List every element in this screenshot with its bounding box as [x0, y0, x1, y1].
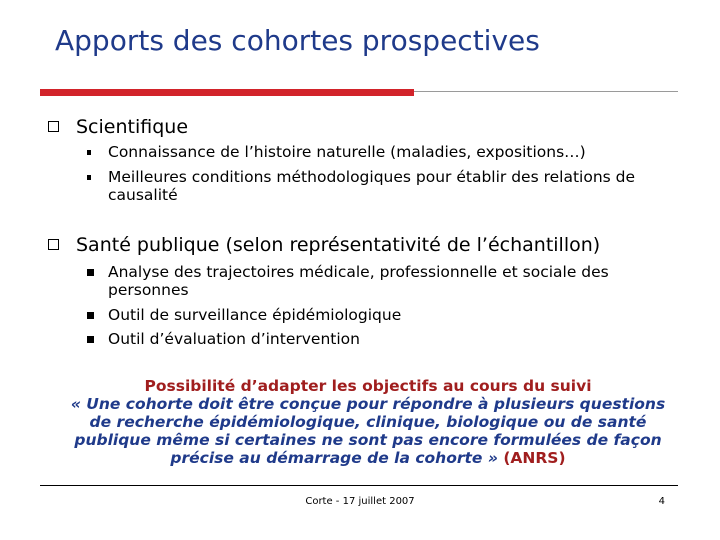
square-bullet-icon: [87, 269, 94, 276]
note-quote: « Une cohorte doit être conçue pour répondre à plusieurs questions de recherche épidémiologique, clinique, biologique ou de santé publique même si certaines ne sont pas encore formulées de façon précise au démarrage de la cohorte »: [70, 395, 666, 467]
list-item: [87, 168, 677, 204]
note-quote-block: [60, 395, 676, 467]
hollow-square-bullet-icon: [48, 121, 59, 132]
footer-date: Corte - 17 juillet 2007: [305, 496, 415, 507]
page-number: 4: [658, 496, 665, 507]
title-accent-rule: [40, 89, 414, 96]
note-source: (ANRS): [503, 449, 566, 467]
list-item-text: Meilleures conditions méthodologiques pour établir des relations de causalité: [108, 168, 636, 204]
list-item: [87, 330, 677, 348]
list-item-text: Analyse des trajectoires médicale, professionnelle et sociale des personnes: [108, 263, 609, 299]
section-heading-label: Santé publique (selon représentativité de l’échantillon): [76, 234, 601, 256]
square-bullet-icon: [87, 175, 91, 180]
list-item: [87, 263, 677, 299]
square-bullet-icon: [87, 312, 94, 319]
note-headline: Possibilité d’adapter les objectifs au cours du suivi: [144, 377, 592, 395]
list-item: [87, 143, 677, 161]
list-item-text: Outil de surveillance épidémiologique: [108, 306, 402, 324]
list-item: [87, 306, 677, 324]
slide-title: Apports des cohortes prospectives: [55, 24, 540, 57]
square-bullet-icon: [87, 336, 94, 343]
highlight-note: [60, 377, 676, 467]
section-heading-label: Scientifique: [76, 116, 189, 138]
square-bullet-icon: [87, 150, 91, 155]
footer-divider: [40, 485, 678, 486]
list-item-text: Outil d’évaluation d’intervention: [108, 330, 360, 348]
hollow-square-bullet-icon: [48, 239, 59, 250]
list-item-text: Connaissance de l’histoire naturelle (maladies, expositions…): [108, 143, 586, 161]
title-underline: [414, 91, 678, 92]
